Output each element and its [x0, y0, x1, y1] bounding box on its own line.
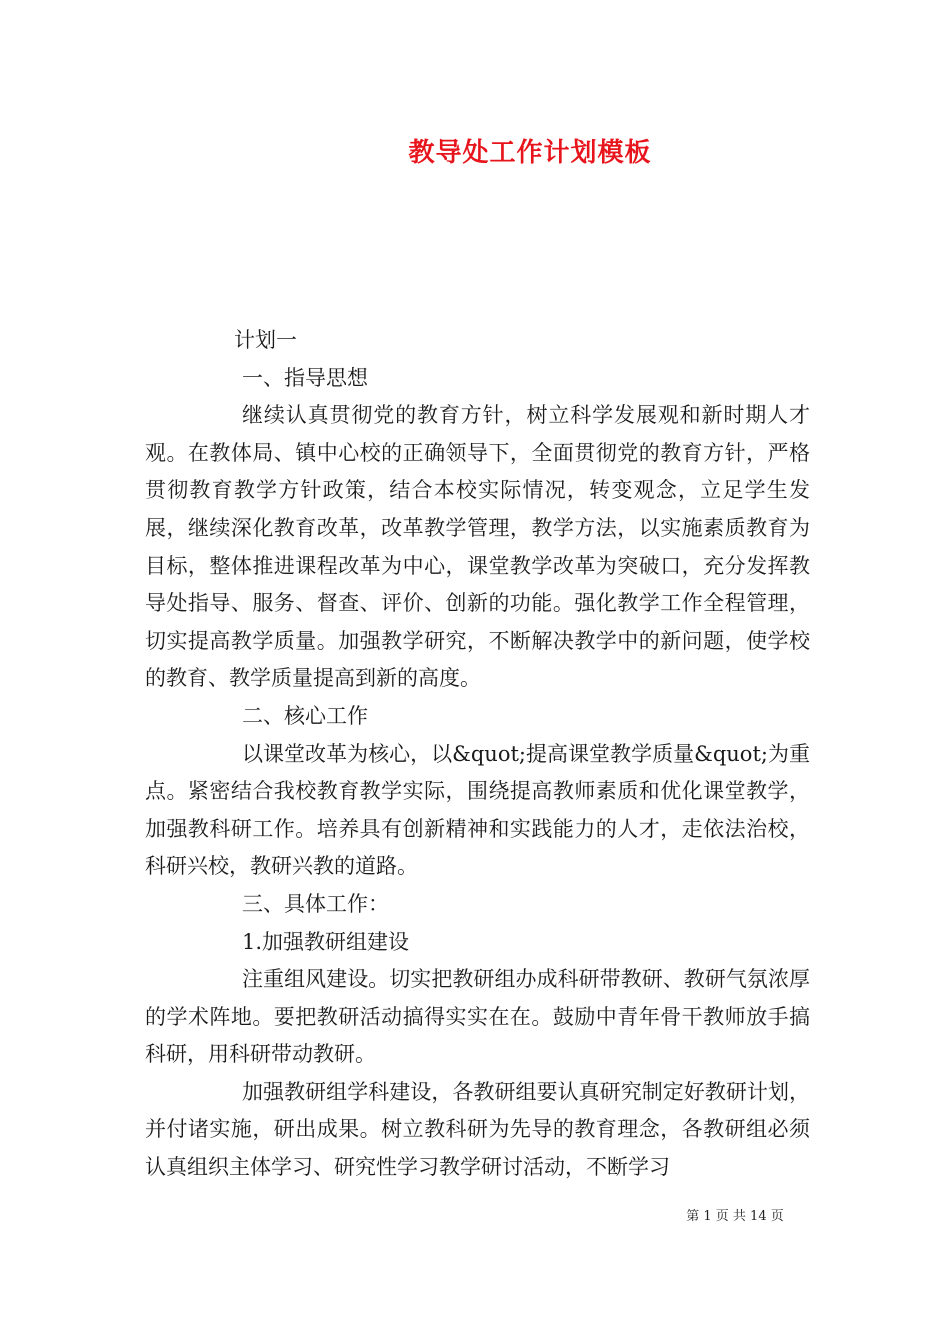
document-title: 教导处工作计划模板: [408, 138, 652, 168]
paragraph-subject-building: 加强教研组学科建设，各教研组要认真研究制定好教研计划，并付诸实施，研出成果。树立教科研为先导的教育理念，各教研组必须认真组织主体学习、研究性学习教学研讨活动，不断学习: [145, 1079, 810, 1180]
plan-label: 计划一: [234, 328, 297, 352]
section-heading-core-work: 二、核心工作: [242, 703, 368, 728]
section-heading-specific-work: 三、具体工作：: [242, 891, 389, 916]
paragraph-guiding-thought: 继续认真贯彻党的教育方针，树立科学发展观和新时期人才观。在教体局、镇中心校的正确领导下，全面贯彻党的教育方针，严格贯彻教育教学方针政策，结合本校实际情况，转变观念，立足学生发展，继续深化教育改革，改革教学管理，教学方法，以实施素质教育为目标，整体推进课程改革为中心，课堂教学改革为突破口，充分发挥教导处指导、服务、督查、评价、创新的功能。强化教学工作全程管理，切实提高教学质量。加强教学研究，不断解决教学中的新问题，使学校的教育、教学质量提高到新的高度。: [145, 403, 810, 691]
document-body: [145, 322, 810, 1187]
paragraph-group-style: 注重组风建设。切实把教研组办成科研带教研、教研气氛浓厚的学术阵地。要把教研活动搞得实实在在。鼓励中青年骨干教师放手搞科研，用科研带动教研。: [145, 967, 810, 1067]
paragraph-core-work: 以课堂改革为核心，以&quot;提高课堂教学质量&quot;为重点。紧密结合我校教育教学实际，围绕提高教师素质和优化课堂教学，加强教科研工作。培养具有创新精神和实践能力的人才，走依法治校，科研兴校，教研兴教的道路。: [145, 741, 810, 879]
section-heading-guiding-thought: 一、指导思想: [242, 365, 368, 390]
subheading-teaching-group: 1.加强教研组建设: [242, 929, 410, 954]
page-number: 第 1 页 共 14 页: [686, 1209, 784, 1224]
